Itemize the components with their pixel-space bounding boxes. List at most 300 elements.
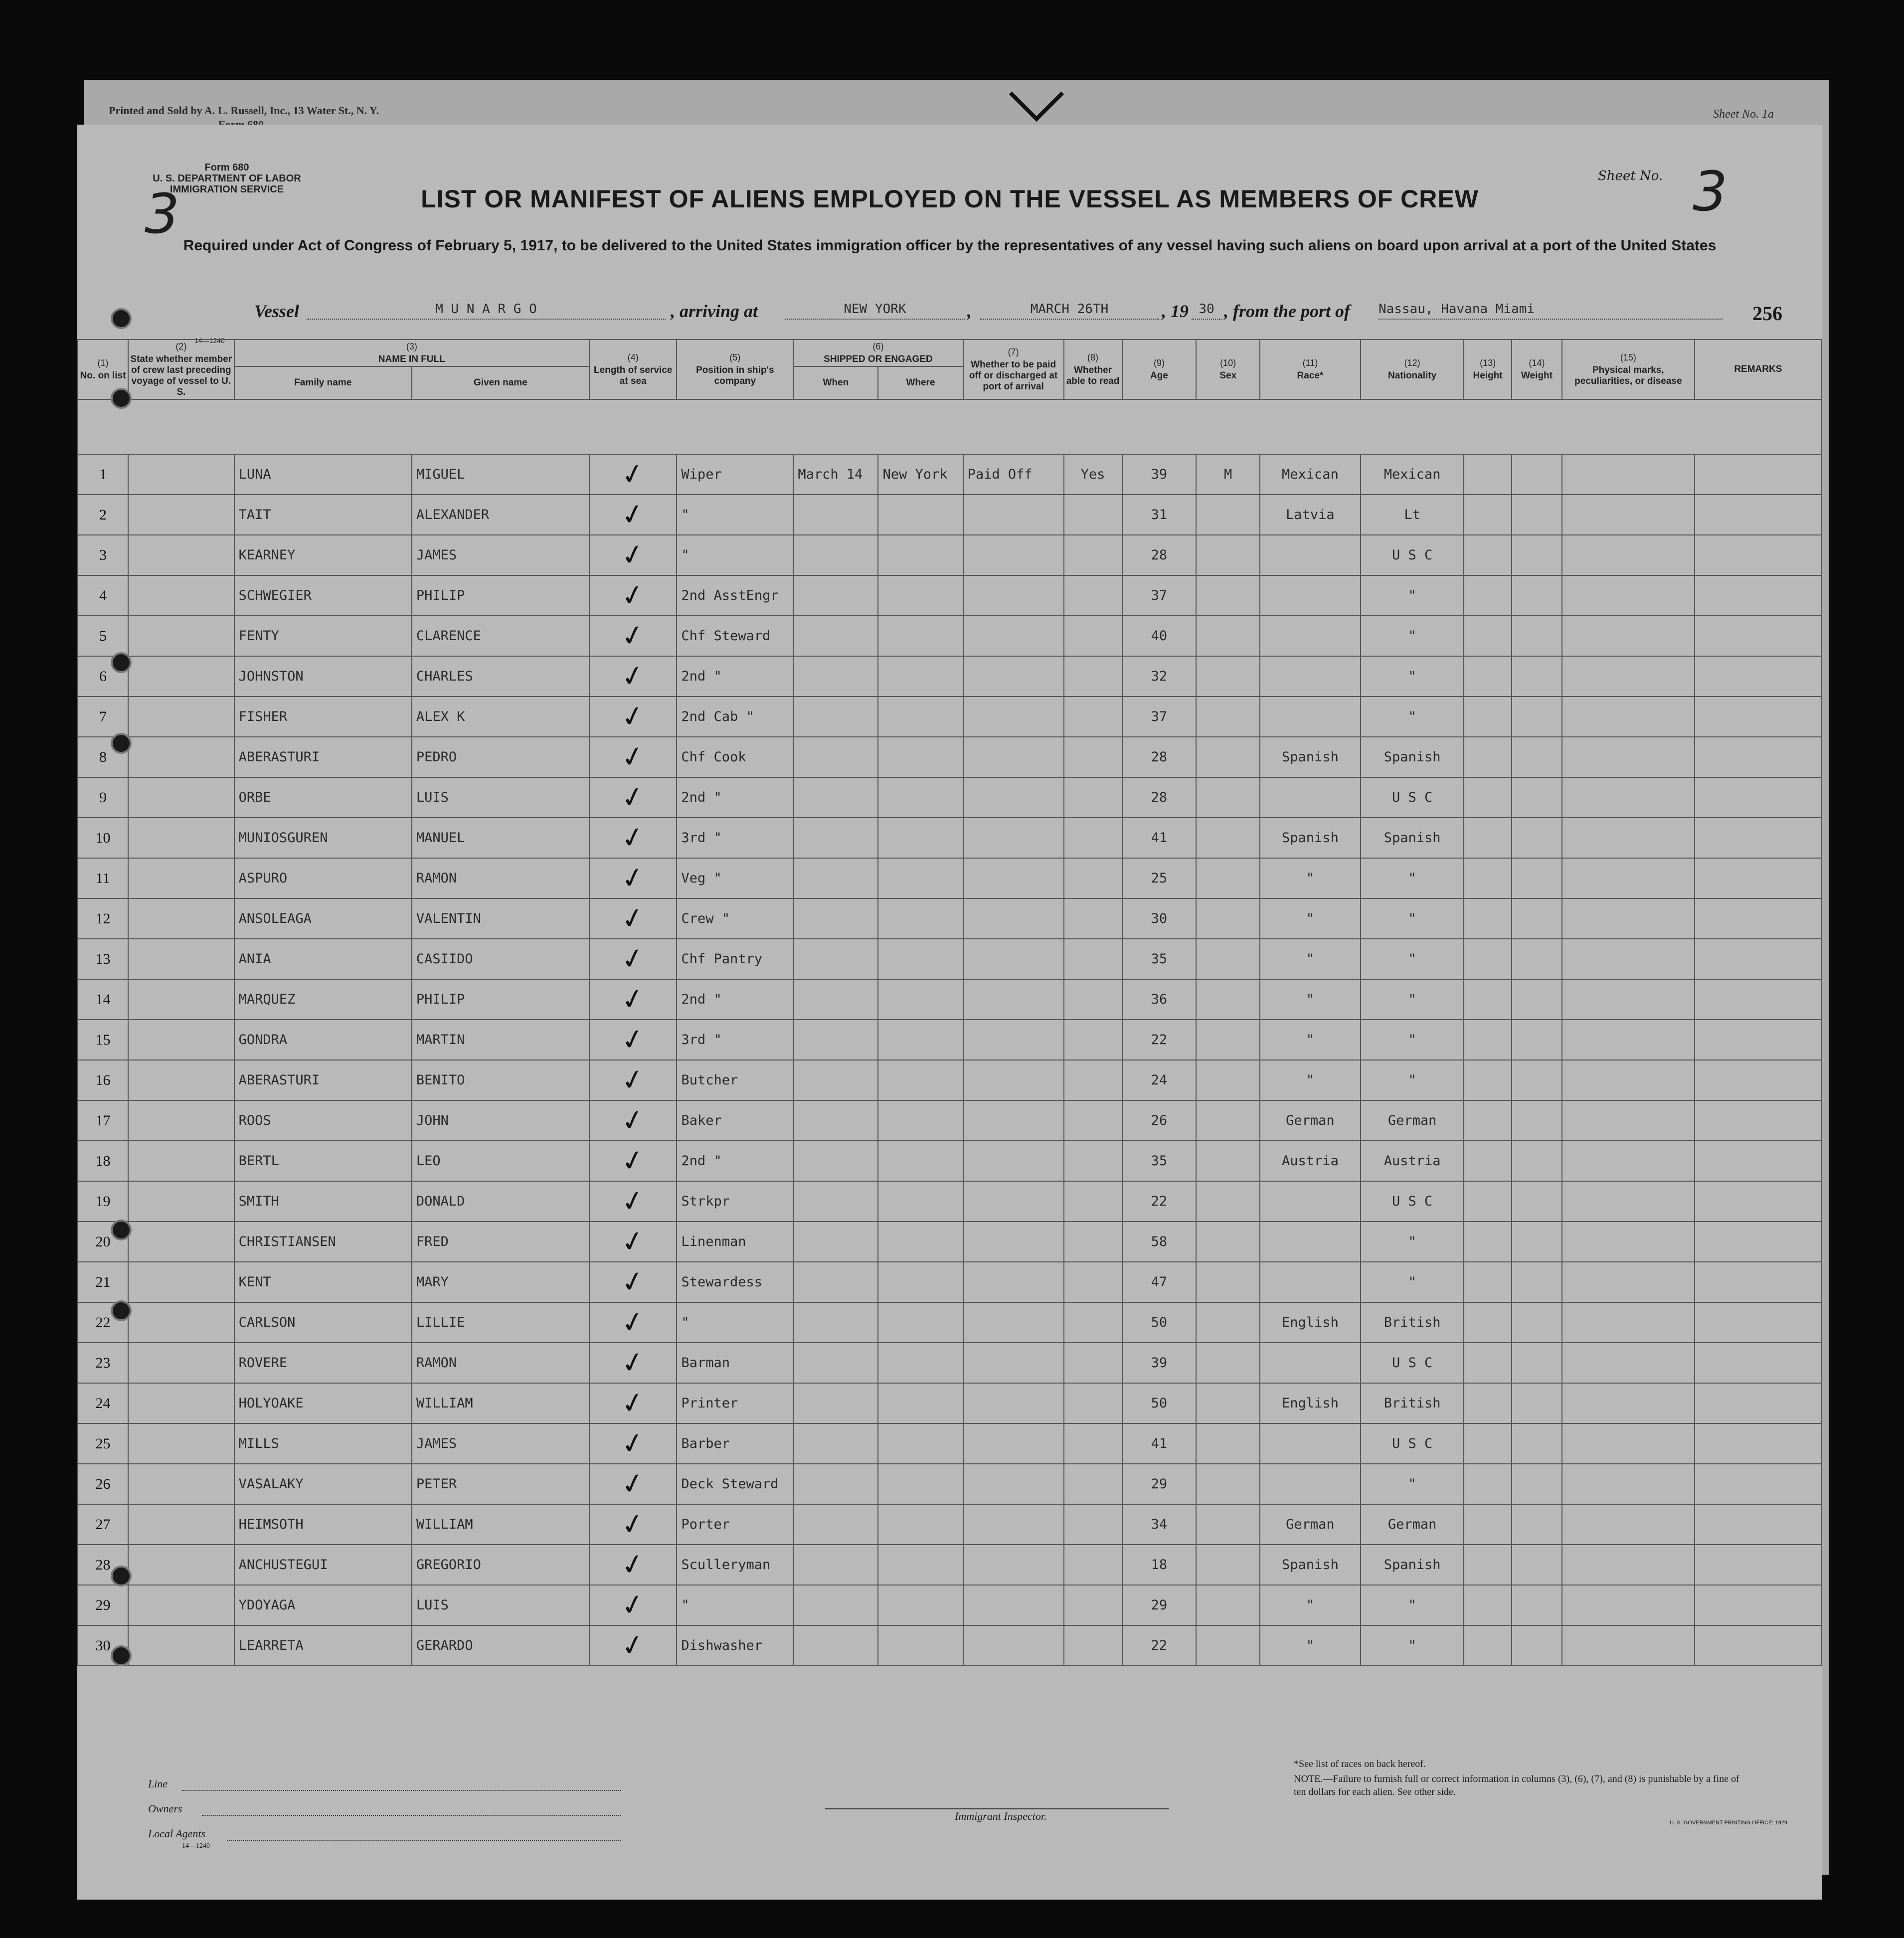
race: German: [1260, 1504, 1361, 1545]
last-voyage-cell: [128, 898, 234, 939]
page-title: LIST OR MANIFEST OF ALIENS EMPLOYED ON THE VESSEL AS MEMBERS OF CREW: [421, 185, 1479, 213]
sex: [1196, 656, 1260, 697]
paid-off: [963, 858, 1064, 898]
row-number: 29: [78, 1585, 128, 1625]
age: 47: [1122, 1262, 1197, 1302]
service-check: [589, 1585, 677, 1625]
nationality: ": [1361, 697, 1464, 737]
check-mark-icon: ✓: [618, 1183, 648, 1220]
family-name: JOHNSTON: [234, 656, 412, 697]
shipped-when: [793, 1222, 878, 1262]
age: 37: [1122, 575, 1197, 616]
last-voyage-cell: [128, 737, 234, 777]
height-cell: [1464, 1141, 1512, 1181]
row-number: 19: [78, 1181, 128, 1222]
nationality: German: [1361, 1100, 1464, 1141]
service-check: [589, 616, 677, 656]
paid-off: [963, 575, 1064, 616]
position: ": [677, 1585, 793, 1625]
able-to-read: [1064, 1343, 1122, 1383]
last-voyage-cell: [128, 818, 234, 858]
given-name: LUIS: [412, 777, 589, 818]
check-mark-icon: ✓: [618, 1465, 648, 1503]
family-name: CARLSON: [234, 1302, 412, 1343]
family-name: BERTL: [234, 1141, 412, 1181]
shipped-where: [878, 858, 963, 898]
race: [1260, 1464, 1361, 1504]
table-row: [78, 616, 1822, 656]
service-check: [589, 939, 677, 979]
given-name: MANUEL: [412, 818, 589, 858]
given-name: LEO: [412, 1141, 589, 1181]
row-number: 3: [78, 535, 128, 575]
physical-marks-cell: [1562, 979, 1695, 1020]
col-header-age: (9) Age: [1122, 340, 1197, 399]
col-header-no: (1) No. on list: [78, 340, 128, 399]
given-name: VALENTIN: [412, 898, 589, 939]
check-mark-icon: ✓: [618, 1344, 648, 1382]
from-label: , from the port of: [1224, 301, 1351, 321]
sex: [1196, 1181, 1260, 1222]
service-check: [589, 1545, 677, 1585]
service-check: [589, 697, 677, 737]
position: Linenman: [677, 1222, 793, 1262]
given-name: BENITO: [412, 1060, 589, 1100]
position: Deck Steward: [677, 1464, 793, 1504]
nationality: ": [1361, 858, 1464, 898]
able-to-read: [1064, 1625, 1122, 1666]
sex: [1196, 495, 1260, 535]
age: 24: [1122, 1060, 1197, 1100]
position: 2nd AsstEngr: [677, 575, 793, 616]
paid-off: [963, 1585, 1064, 1625]
shipped-where: [878, 979, 963, 1020]
family-name: ABERASTURI: [234, 1060, 412, 1100]
nationality: British: [1361, 1383, 1464, 1423]
service-check: [589, 1100, 677, 1141]
remarks-cell: [1695, 1504, 1822, 1545]
paid-off: [963, 737, 1064, 777]
race: English: [1260, 1383, 1361, 1423]
col-header-when: When: [793, 366, 878, 399]
shipped-where: [878, 1020, 963, 1060]
service-check: [589, 1222, 677, 1262]
table-row: [78, 495, 1822, 535]
able-to-read: [1064, 575, 1122, 616]
shipped-where: [878, 697, 963, 737]
age: 41: [1122, 818, 1197, 858]
shipped-when: [793, 1302, 878, 1343]
physical-marks-cell: [1562, 495, 1695, 535]
row-number: 18: [78, 1141, 128, 1181]
height-cell: [1464, 697, 1512, 737]
paid-off: [963, 1423, 1064, 1464]
physical-marks-cell: [1562, 616, 1695, 656]
paid-off: [963, 898, 1064, 939]
shipped-when: [793, 818, 878, 858]
table-row: [78, 939, 1822, 979]
shipped-where: New York: [878, 454, 963, 495]
height-cell: [1464, 1545, 1512, 1585]
able-to-read: [1064, 1585, 1122, 1625]
row-number: 17: [78, 1100, 128, 1141]
race: [1260, 1262, 1361, 1302]
weight-cell: [1512, 1060, 1562, 1100]
height-cell: [1464, 737, 1512, 777]
height-cell: [1464, 858, 1512, 898]
sex: [1196, 737, 1260, 777]
position: Barber: [677, 1423, 793, 1464]
family-name: SMITH: [234, 1181, 412, 1222]
race: ": [1260, 898, 1361, 939]
race: Spanish: [1260, 737, 1361, 777]
age: 39: [1122, 1343, 1197, 1383]
table-row: [78, 1343, 1822, 1383]
header-row-top: [78, 340, 1822, 366]
physical-marks-cell: [1562, 1181, 1695, 1222]
check-mark-icon: ✓: [618, 1263, 648, 1301]
height-cell: [1464, 1100, 1512, 1141]
service-check: [589, 818, 677, 858]
table-row: [78, 898, 1822, 939]
height-cell: [1464, 1181, 1512, 1222]
penalty-note: NOTE.—Failure to furnish full or correct information in columns (3), (6), (7), and (8) is punishable by a fine of ten dollars for each alien. See other side.: [1294, 1773, 1739, 1797]
able-to-read: [1064, 616, 1122, 656]
shipped-where: [878, 1423, 963, 1464]
check-mark-icon: ✓: [618, 1385, 648, 1422]
row-number: 5: [78, 616, 128, 656]
crew-table-wrap: [77, 339, 1822, 1666]
shipped-where: [878, 575, 963, 616]
shipped-when: [793, 1585, 878, 1625]
age: 31: [1122, 495, 1197, 535]
family-name: ASPURO: [234, 858, 412, 898]
service-label: IMMIGRATION SERVICE: [170, 184, 284, 195]
family-name: TAIT: [234, 495, 412, 535]
position: Veg ": [677, 858, 793, 898]
family-name: HEIMSOTH: [234, 1504, 412, 1545]
race: Austria: [1260, 1141, 1361, 1181]
table-row: [78, 1423, 1822, 1464]
able-to-read: [1064, 1302, 1122, 1343]
remarks-cell: [1695, 1625, 1822, 1666]
shipped-where: [878, 1545, 963, 1585]
table-row: [78, 777, 1822, 818]
shipped-when: [793, 1383, 878, 1423]
given-name: ALEX K: [412, 697, 589, 737]
row-number: 23: [78, 1343, 128, 1383]
position: 3rd ": [677, 1020, 793, 1060]
remarks-cell: [1695, 818, 1822, 858]
race: [1260, 575, 1361, 616]
given-name: LILLIE: [412, 1302, 589, 1343]
nationality: ": [1361, 575, 1464, 616]
shipped-where: [878, 1504, 963, 1545]
weight-cell: [1512, 737, 1562, 777]
line-label: Line: [148, 1777, 168, 1790]
sex: M: [1196, 454, 1260, 495]
arriving-label: , arriving at: [671, 301, 758, 321]
row-number: 16: [78, 1060, 128, 1100]
able-to-read: [1064, 1545, 1122, 1585]
punch-hole: [111, 388, 132, 409]
able-to-read: [1064, 1262, 1122, 1302]
family-name: KENT: [234, 1262, 412, 1302]
physical-marks-cell: [1562, 1060, 1695, 1100]
row-number: 28: [78, 1545, 128, 1585]
physical-marks-cell: [1562, 1302, 1695, 1343]
table-row: [78, 575, 1822, 616]
paid-off: [963, 495, 1064, 535]
table-row: [78, 1625, 1822, 1666]
race: [1260, 1343, 1361, 1383]
family-name: MUNIOSGUREN: [234, 818, 412, 858]
shipped-where: [878, 495, 963, 535]
owners-label: Owners: [148, 1802, 182, 1815]
sex: [1196, 616, 1260, 656]
given-name: MARTIN: [412, 1020, 589, 1060]
paid-off: [963, 939, 1064, 979]
shipped-when: [793, 1181, 878, 1222]
nationality: ": [1361, 1222, 1464, 1262]
service-check: [589, 1504, 677, 1545]
remarks-cell: [1695, 1181, 1822, 1222]
able-to-read: [1064, 818, 1122, 858]
weight-cell: [1512, 1383, 1562, 1423]
able-to-read: [1064, 939, 1122, 979]
paid-off: [963, 1222, 1064, 1262]
weight-cell: [1512, 697, 1562, 737]
physical-marks-cell: [1562, 1545, 1695, 1585]
last-voyage-cell: [128, 1181, 234, 1222]
paid-off: [963, 1504, 1064, 1545]
last-voyage-cell: [128, 777, 234, 818]
service-check: [589, 1060, 677, 1100]
age: 25: [1122, 858, 1197, 898]
header-row-body: [78, 399, 1822, 454]
sex: [1196, 1625, 1260, 1666]
paid-off: [963, 777, 1064, 818]
last-voyage-cell: [128, 1262, 234, 1302]
family-name: ORBE: [234, 777, 412, 818]
last-voyage-cell: [128, 1100, 234, 1141]
weight-cell: [1512, 1625, 1562, 1666]
table-row: [78, 656, 1822, 697]
table-row: [78, 1545, 1822, 1585]
remarks-cell: [1695, 1343, 1822, 1383]
from-port: Nassau, Havana Miami: [1379, 302, 1723, 320]
given-name: FRED: [412, 1222, 589, 1262]
last-voyage-cell: [128, 1060, 234, 1100]
last-voyage-cell: [128, 1625, 234, 1666]
position: 2nd ": [677, 979, 793, 1020]
position: 2nd ": [677, 656, 793, 697]
age: 26: [1122, 1100, 1197, 1141]
inspector-label: Immigrant Inspector.: [955, 1810, 1047, 1822]
weight-cell: [1512, 1181, 1562, 1222]
given-name: PEDRO: [412, 737, 589, 777]
check-mark-icon: ✓: [618, 940, 648, 978]
shipped-where: [878, 1383, 963, 1423]
footer: [77, 1735, 1822, 1895]
line-field: [182, 1789, 621, 1791]
weight-cell: [1512, 1262, 1562, 1302]
paid-off: Paid Off: [963, 454, 1064, 495]
age: 29: [1122, 1464, 1197, 1504]
physical-marks-cell: [1562, 1141, 1695, 1181]
position: 3rd ": [677, 818, 793, 858]
physical-marks-cell: [1562, 535, 1695, 575]
shipped-when: [793, 1343, 878, 1383]
agents-field: [227, 1839, 621, 1841]
physical-marks-cell: [1562, 1343, 1695, 1383]
height-cell: [1464, 939, 1512, 979]
sex: [1196, 1343, 1260, 1383]
shipped-when: [793, 737, 878, 777]
row-number: 25: [78, 1423, 128, 1464]
table-row: [78, 1020, 1822, 1060]
col-header-nationality: (12) Nationality: [1361, 340, 1464, 399]
check-mark-icon: ✓: [618, 1061, 648, 1099]
physical-marks-cell: [1562, 1504, 1695, 1545]
table-row: [78, 1464, 1822, 1504]
paid-off: [963, 1060, 1064, 1100]
col-header-remarks: REMARKS: [1695, 340, 1822, 399]
nationality: Spanish: [1361, 818, 1464, 858]
sex: [1196, 697, 1260, 737]
family-name: HOLYOAKE: [234, 1383, 412, 1423]
race: [1260, 535, 1361, 575]
remarks-cell: [1695, 656, 1822, 697]
physical-marks-cell: [1562, 1464, 1695, 1504]
nationality: ": [1361, 656, 1464, 697]
nationality: ": [1361, 1060, 1464, 1100]
sex: [1196, 1100, 1260, 1141]
printer-line-1: Printed and Sold by A. L. Russell, Inc., 13 Water St., N. Y.: [109, 104, 379, 117]
height-cell: [1464, 1262, 1512, 1302]
nationality: ": [1361, 1262, 1464, 1302]
sex: [1196, 1020, 1260, 1060]
check-mark-icon: ✓: [618, 536, 648, 574]
shipped-where: [878, 616, 963, 656]
check-mark-icon: ✓: [618, 738, 648, 776]
able-to-read: [1064, 898, 1122, 939]
shipped-where: [878, 1181, 963, 1222]
punch-hole: [111, 1645, 132, 1666]
sex: [1196, 1141, 1260, 1181]
height-cell: [1464, 1222, 1512, 1262]
row-number: 9: [78, 777, 128, 818]
sex: [1196, 1060, 1260, 1100]
table-row: [78, 1222, 1822, 1262]
sex: [1196, 1383, 1260, 1423]
inspector-field: [825, 1807, 1169, 1809]
year-suffix: 30: [1192, 302, 1221, 320]
service-check: [589, 535, 677, 575]
race: Mexican: [1260, 454, 1361, 495]
service-check: [589, 1302, 677, 1343]
check-mark-icon: ✓: [618, 617, 648, 655]
table-row: [78, 1504, 1822, 1545]
height-cell: [1464, 535, 1512, 575]
table-row: [78, 1302, 1822, 1343]
paid-off: [963, 656, 1064, 697]
position: 2nd Cab ": [677, 697, 793, 737]
position: Crew ": [677, 898, 793, 939]
age: 40: [1122, 616, 1197, 656]
given-name: JAMES: [412, 535, 589, 575]
family-name: FISHER: [234, 697, 412, 737]
weight-cell: [1512, 939, 1562, 979]
remarks-cell: [1695, 1585, 1822, 1625]
vessel-name: M U N A R G O: [307, 302, 666, 320]
shipped-when: [793, 1545, 878, 1585]
punch-hole: [111, 1300, 132, 1321]
weight-cell: [1512, 1100, 1562, 1141]
able-to-read: [1064, 858, 1122, 898]
last-voyage-cell: [128, 1464, 234, 1504]
service-check: [589, 1625, 677, 1666]
remarks-cell: [1695, 1545, 1822, 1585]
last-voyage-cell: [128, 1141, 234, 1181]
race: Spanish: [1260, 1545, 1361, 1585]
paid-off: [963, 1181, 1064, 1222]
nationality: ": [1361, 1464, 1464, 1504]
family-name: ANSOLEAGA: [234, 898, 412, 939]
given-name: WILLIAM: [412, 1504, 589, 1545]
row-number: 10: [78, 818, 128, 858]
arrival-date: MARCH 26TH: [980, 302, 1159, 320]
race: [1260, 656, 1361, 697]
family-name: MARQUEZ: [234, 979, 412, 1020]
shipped-where: [878, 1585, 963, 1625]
col-header-physical: (15) Physical marks, peculiarities, or disease: [1562, 340, 1695, 399]
race: English: [1260, 1302, 1361, 1343]
position: Barman: [677, 1343, 793, 1383]
height-cell: [1464, 1343, 1512, 1383]
paid-off: [963, 1302, 1064, 1343]
shipped-when: [793, 979, 878, 1020]
check-mark-icon: ✓: [618, 1304, 648, 1341]
last-voyage-cell: [128, 454, 234, 495]
shipped-where: [878, 737, 963, 777]
physical-marks-cell: [1562, 1423, 1695, 1464]
physical-marks-cell: [1562, 1100, 1695, 1141]
weight-cell: [1512, 656, 1562, 697]
shipped-where: [878, 1343, 963, 1383]
weight-cell: [1512, 575, 1562, 616]
sex: [1196, 979, 1260, 1020]
height-cell: [1464, 575, 1512, 616]
position: Printer: [677, 1383, 793, 1423]
physical-marks-cell: [1562, 454, 1695, 495]
weight-cell: [1512, 777, 1562, 818]
last-voyage-cell: [128, 616, 234, 656]
race: [1260, 1181, 1361, 1222]
shipped-when: [793, 1625, 878, 1666]
row-number: 20: [78, 1222, 128, 1262]
age: 28: [1122, 777, 1197, 818]
row-number: 27: [78, 1504, 128, 1545]
age: 32: [1122, 656, 1197, 697]
check-mark-icon: ✓: [618, 779, 648, 816]
last-voyage-cell: [128, 1423, 234, 1464]
physical-marks-cell: [1562, 656, 1695, 697]
service-check: [589, 1343, 677, 1383]
shipped-when: [793, 697, 878, 737]
physical-marks-cell: [1562, 1383, 1695, 1423]
height-cell: [1464, 898, 1512, 939]
